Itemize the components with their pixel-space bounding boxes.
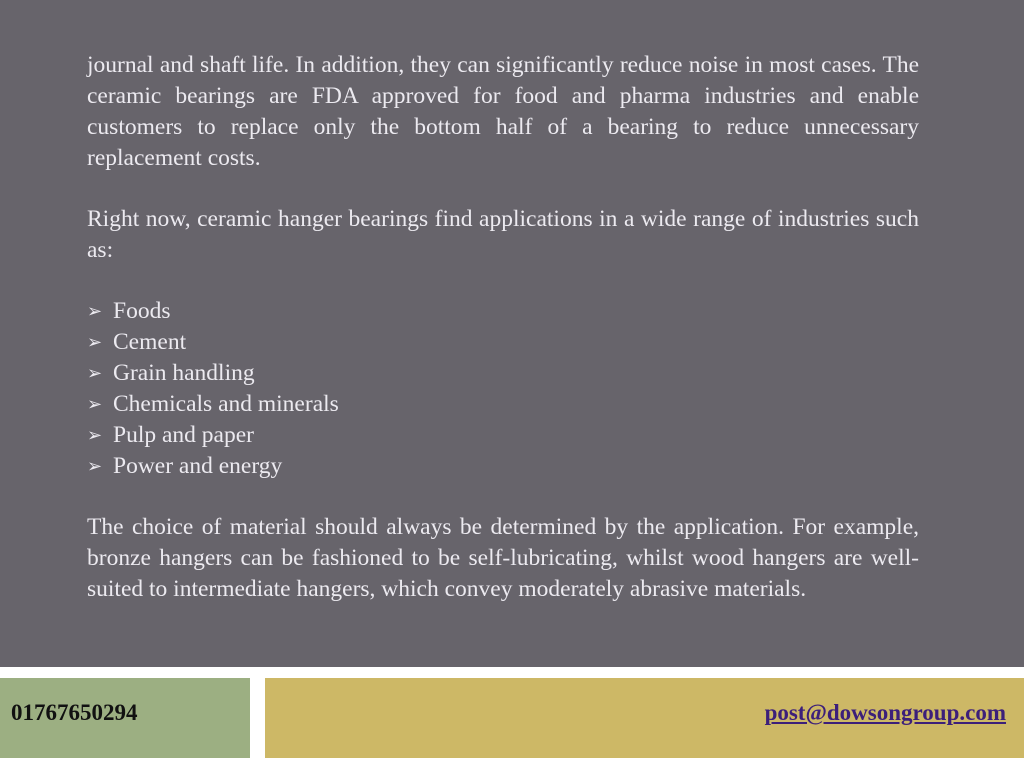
footer-phone-panel — [0, 678, 250, 758]
email-link[interactable]: post@dowsongroup.com — [764, 700, 1006, 725]
list-item-label: Chemicals and minerals — [113, 391, 339, 417]
industry-list — [87, 296, 919, 482]
footer-email-panel — [265, 678, 1024, 758]
arrow-bullet-icon: ➢ — [87, 425, 103, 445]
list-item — [87, 420, 919, 451]
list-item — [87, 296, 919, 327]
list-item — [87, 327, 919, 358]
list-item-label: Pulp and paper — [113, 422, 254, 448]
arrow-bullet-icon: ➢ — [87, 301, 103, 321]
phone-number: 01767650294 — [11, 700, 138, 725]
arrow-bullet-icon: ➢ — [87, 363, 103, 383]
list-item — [87, 358, 919, 389]
arrow-bullet-icon: ➢ — [87, 456, 103, 476]
paragraph-intro: journal and shaft life. In addition, they can significantly reduce noise in most cases. The ceramic bearings are FDA approved for food and pharma industries and enable customers to replace only the bottom half of a bearing to reduce unnecessary replacement costs. — [87, 52, 919, 171]
paragraph-materials: The choice of material should always be determined by the application. For example, bronze hangers can be fashioned to be self-lubricating, whilst wood hangers are well-suited to intermediate hangers, which convey moderately abrasive materials. — [87, 514, 919, 602]
list-item-label: Cement — [113, 329, 187, 355]
list-item — [87, 451, 919, 482]
list-item — [87, 389, 919, 420]
list-item-label: Grain handling — [113, 360, 255, 386]
list-item-label: Foods — [113, 298, 171, 324]
arrow-bullet-icon: ➢ — [87, 332, 103, 352]
paragraph-applications: Right now, ceramic hanger bearings find applications in a wide range of industries such as: — [87, 206, 919, 263]
list-item-label: Power and energy — [113, 453, 283, 479]
slide-content — [87, 50, 919, 635]
arrow-bullet-icon: ➢ — [87, 394, 103, 414]
